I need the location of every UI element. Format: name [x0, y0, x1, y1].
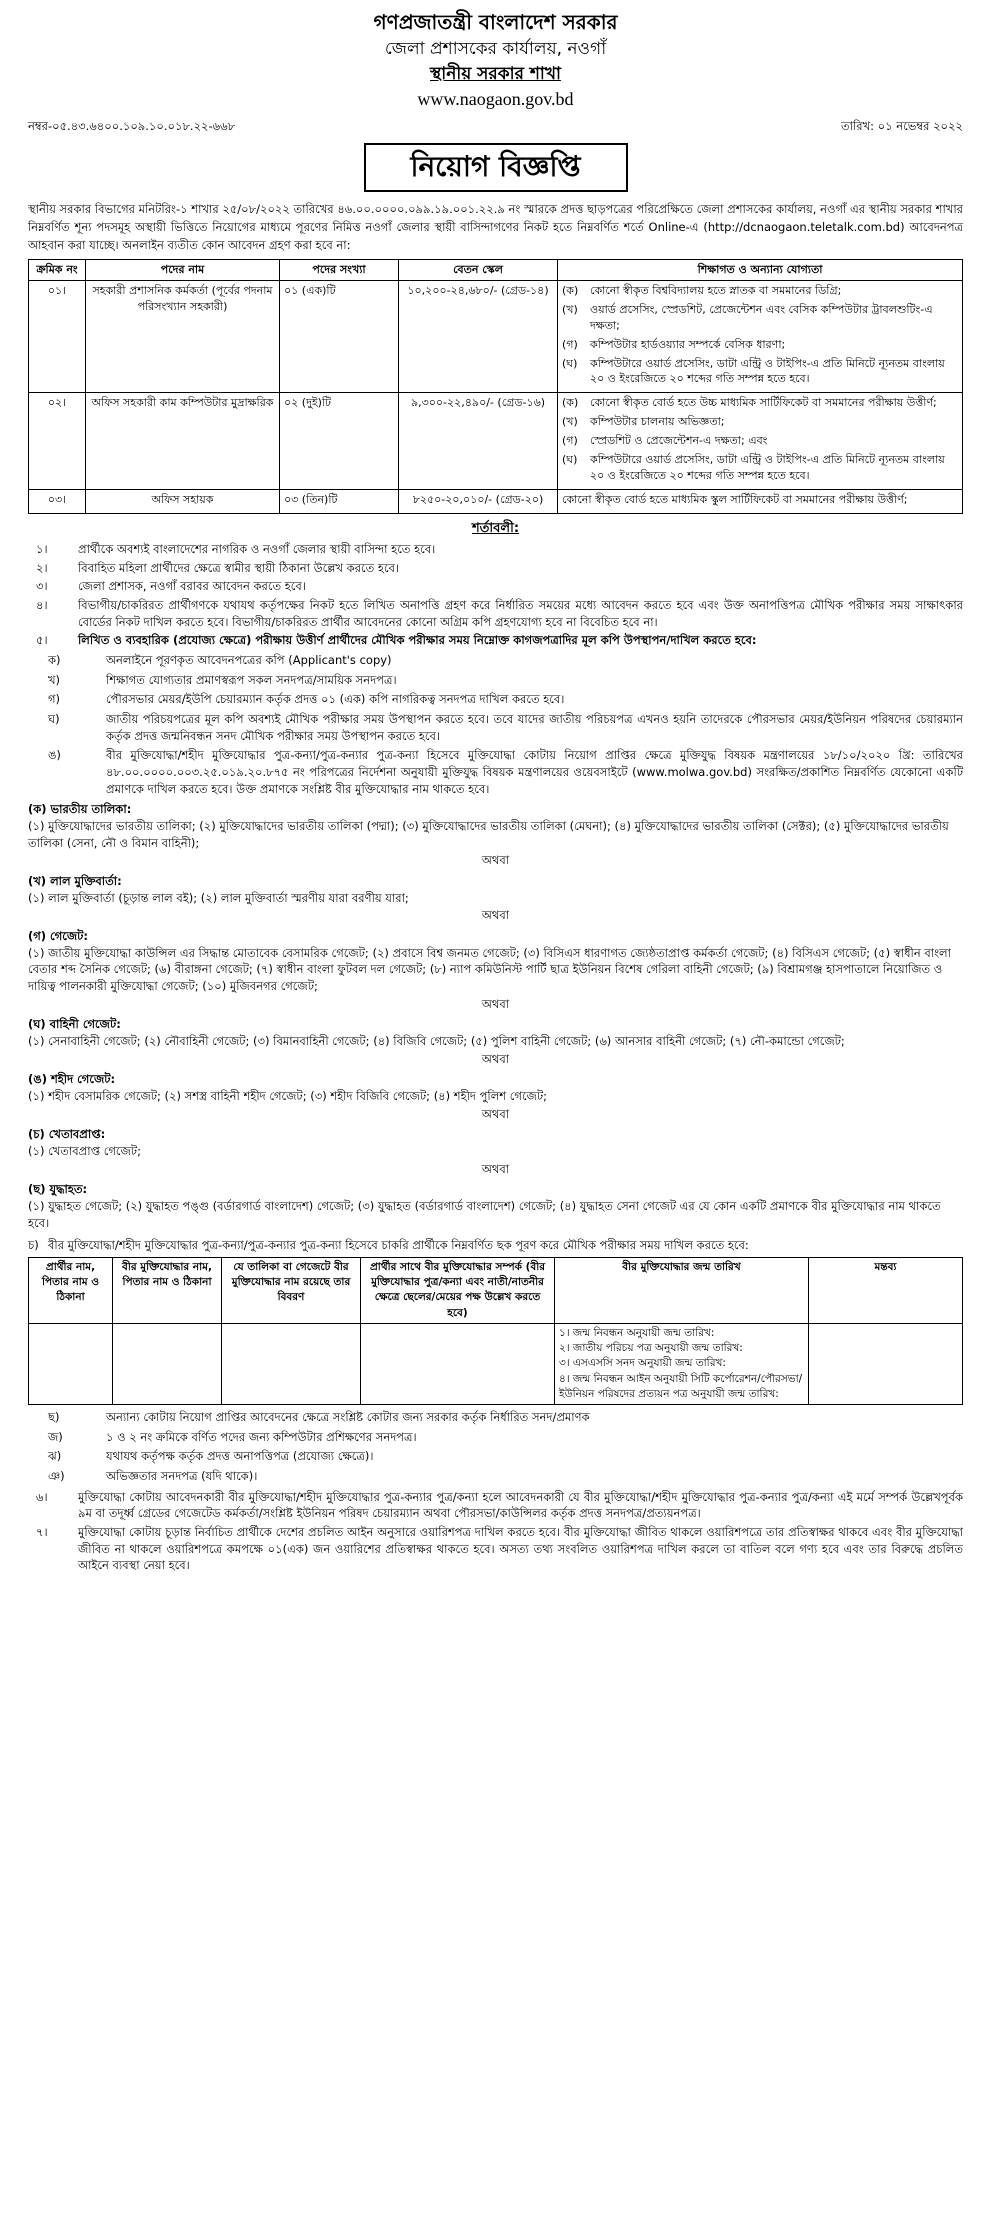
- decl-cell-blank[interactable]: [809, 1323, 963, 1404]
- document-item-text: জাতীয় পরিচয়পত্রের মূল কপি অবশ্যই মৌখিক পরীক্ষার সময় উপস্থাপন করতে হবে। তবে যাদের জাতীয় পরিচয়পত্র এখনও হয়নি তাদেরকে পৌরসভার মেয়র/ইউনিয়ন পরিষদের চেয়ারম্যান কর্তৃক প্রদত্ত জন্মনিবন্ধন সনদ মৌখিক পরীক্ষার সময় উপস্থাপন করতে হবে।: [106, 711, 963, 743]
- posts-table-header: [29, 259, 963, 280]
- proof-category: [28, 873, 963, 906]
- post-pay-scale: ১০,২০০-২৪,৬৮০/- (গ্রেড-১৪): [399, 280, 558, 393]
- post-serial: ০২।: [29, 393, 86, 490]
- condition-item-number: ১।: [36, 541, 48, 556]
- document-item-number: ছ): [48, 1410, 60, 1425]
- proof-category-text: (১) লাল মুক্তিবার্তা (চূড়ান্ত লাল বই); (২) লাল মুক্তিবার্তা স্মরণীয় যারা বরণীয় যারা;: [28, 890, 409, 905]
- conditions-list-2: [28, 1489, 963, 1574]
- col-qualification: শিক্ষাগত ও অন্যান্য যোগ্যতা: [558, 259, 963, 280]
- post-pay-scale: ৮২৫০-২০,০১০/- (গ্রেড-২০): [399, 490, 558, 514]
- col-post-name: পদের নাম: [86, 259, 280, 280]
- or-separator: অথবা: [481, 1161, 510, 1176]
- qualification-text: কম্পিউটার হার্ডওয়্যার সম্পর্কে বেসিক ধারণা;: [590, 337, 786, 351]
- document-item-number: ঘ): [48, 711, 60, 726]
- qualification-key: (খ): [562, 415, 578, 429]
- proof-category-text: (১) সেনাবাহিনী গেজেট; (২) নৌবাহিনী গেজেট; (৩) বিমানবাহিনী গেজেট; (৪) বিজিবি গেজেট; (৫) পুলিশ বাহিনী গেজেট; (৬) আনসার বাহিনী গেজেট; (৭) নৌ-কমান্ডো গেজেট;: [28, 1033, 845, 1048]
- post-pay-scale: ৯,৩০০-২২,৪৯০/- (গ্রেড-১৬): [399, 393, 558, 490]
- condition-item-text: লিখিত ও ব্যবহারিক (প্রযোজ্য ক্ষেত্রে) পরীক্ষায় উত্তীর্ণ প্রার্থীদের মৌখিক পরীক্ষার সময় নিম্নোক্ত কাগজপত্রাদির মূল কপি উপস্থাপন/দাখিল করতে হবে:: [78, 633, 757, 648]
- condition-item-number: ৫।: [36, 633, 48, 648]
- posts-table-row: [29, 490, 963, 514]
- decl-col-candidate: প্রার্থীর নাম, পিতার নাম ও ঠিকানা: [29, 1258, 113, 1324]
- intro-paragraph: স্থানীয় সরকার বিভাগের মনিটরিং-১ শাখার ২৫/০৮/২০২২ তারিখের ৪৬.০০.০০০০.০৯৯.১৯.০০১.২২.৯ নং স্মারকে প্রদত্ত ছাড়পত্রের পরিপ্রেক্ষিতে জেলা প্রশাসকের কার্যালয়, নওগাঁ এর স্থানীয় সরকার শাখার নিম্নবর্ণিত শূন্য পদসমূহ অস্থায়ী ভিত্তিতে নিয়োগের মাধ্যমে পূরণের নিমিত্ত নওগাঁ জেলার স্থায়ী বাসিন্দাগণের নিকট হতে নিম্নবর্ণিত শর্তে Online-এ (http://dcnaogaon.teletalk.com.bd) আবেদনপত্র আহবান করা যাচ্ছে। অনলাইন ব্যতীত কোন আবেদন গ্রহণ করা হবে না:: [28, 201, 963, 253]
- document-item: [28, 672, 963, 689]
- post-count: ০১ (এক)টি: [280, 280, 399, 393]
- decl-cell-blank[interactable]: [29, 1323, 113, 1404]
- document-item-number: ঝ): [48, 1449, 62, 1464]
- qualification-item: [562, 395, 958, 411]
- proof-category-heading: (খ) লাল মুক্তিবার্তা:: [28, 873, 122, 888]
- proof-category-text: (১) যুদ্ধাহত গেজেট; (২) যুদ্ধাহত পঙ্গু (বর্ডারগার্ড বাংলাদেশ) গেজেট; (৩) যুদ্ধাহত (বর্ডারগার্ড বাংলাদেশ) গেজেট; (৪) যুদ্ধাহত সেনা গেজেট এর যে কোন একটি প্রমাণকে বীর মুক্তিযোদ্ধার নাম থাকতে হবে।: [28, 1199, 941, 1230]
- qualification-text: কম্পিউটারে ওয়ার্ড প্রসেসিং, ডাটা এন্ট্রি ও টাইপিং-এ প্রতি মিনিটে ন্যূনতম বাংলায় ২০ ও ইংরেজিতে ২০ শব্দের গতি সম্পন্ন হতে হবে।: [590, 453, 945, 483]
- qualification-text: কোনো স্বীকৃত বিশ্ববিদ্যালয় হতে স্নাতক বা সমমানের ডিগ্রি;: [590, 283, 842, 297]
- decl-cell-blank[interactable]: [113, 1323, 222, 1404]
- condition-item-number: ৬।: [36, 1489, 48, 1504]
- condition-item: [28, 578, 963, 595]
- proof-category: [28, 1071, 963, 1104]
- branch-name: স্থানীয় সরকার শাখা: [430, 63, 561, 84]
- condition-item: [28, 541, 963, 558]
- proof-category: [28, 801, 963, 851]
- post-qualifications: [558, 393, 963, 490]
- memo-number: নম্বর-০৫.৪৩.৬৪০০.১০৯.১০.০১৮.২২-৬৬৮: [28, 119, 236, 134]
- notice-title: নিয়োগ বিজ্ঞপ্তি: [364, 143, 628, 192]
- document-item: [28, 1409, 963, 1426]
- post-name: অফিস সহায়ক: [86, 490, 280, 514]
- condition-item: [28, 1524, 963, 1574]
- proof-category-heading: (চ) খেতাবপ্রাপ্ত:: [28, 1127, 106, 1142]
- qualification-item: [562, 337, 958, 353]
- decl-col-birth-date: বীর মুক্তিযোদ্ধার জন্ম তারিখ: [555, 1258, 809, 1324]
- proof-category-heading: (গ) গেজেট:: [28, 928, 89, 943]
- qualification-text: কম্পিউটার চালনায় অভিজ্ঞতা;: [590, 415, 725, 429]
- document-item-text: পৌরসভার মেয়র/ইউপি চেয়ারম্যান কর্তৃক প্রদত্ত ০১ (এক) কপি নাগরিকত্ব সনদপত্র দাখিল করতে হবে।: [106, 692, 565, 707]
- or-separator: অথবা: [481, 1106, 510, 1121]
- or-separator: অথবা: [481, 853, 510, 868]
- document-item-text: ১ ও ২ নং ক্রমিকে বর্ণিত পদের জন্য কম্পিউটার প্রশিক্ষণের সনদপত্র।: [106, 1429, 417, 1444]
- or-separator: অথবা: [481, 1051, 510, 1066]
- document-item-number: ঞ): [48, 1469, 65, 1484]
- document-item: [28, 1448, 963, 1465]
- document-item: [28, 691, 963, 708]
- qualification-item: [562, 283, 958, 299]
- document-item-text: বীর মুক্তিযোদ্ধা/শহীদ মুক্তিযোদ্ধার পুত্র-কন্যা/পুত্র-কন্যার পুত্র-কন্যা হিসেবে মুক্তিযোদ্ধা কোটায় নিয়োগ প্রাপ্তির ক্ষেত্রে মুক্তিযুদ্ধ বিষয়ক মন্ত্রণালয়ের ১৮/১০/২০২০ খ্রি: তারিখের ৪৮.০০.০০০০.০০৩.২৫.০১৯.২০.৮৭৫ নং পরিপত্রের নির্দেশনা অনুযায়ী মুক্তিযুদ্ধ বিষয়ক মন্ত্রণালয়ের ওয়েবসাইটে (www.molwa.gov.bd) সংরক্ষিত/প্রকাশিত নিম্নবর্ণিত যেকোনো একটি প্রমাণকে দাখিল করতে হবে। উক্ত প্রমাণকে সংশ্লিষ্ট বীর মুক্তিযোদ্ধার নাম থাকতে হবে।: [106, 748, 963, 796]
- condition-item-text: বিভাগীয়/চাকরিরত প্রার্থীগণকে যথাযথ কর্তৃপক্ষের নিকট হতে লিখিত অনাপত্তি গ্রহণ করে নির্ধারিত সময়ের মধ্যে আবেদন করতে হবে এবং উক্ত অনাপত্তিপত্র মৌখিক পরীক্ষার সময় সাক্ষাৎকার বোর্ডের নিকট দাখিল করতে হবে। বিভাগীয়/চাকরিরত প্রার্থীর আবেদনের কোনো অগ্রিম কপি গ্রহণযোগ্য হবে না বিবেচিত হবে না।: [78, 597, 963, 629]
- col-pay-scale: বেতন স্কেল: [399, 259, 558, 280]
- document-item-number: ক): [48, 652, 61, 667]
- posts-table-row: [29, 280, 963, 393]
- qualification-key: (ঘ): [562, 453, 578, 467]
- qualification-item: [562, 302, 958, 334]
- condition-item-number: ৩।: [36, 579, 48, 594]
- condition-item-number: ৭।: [36, 1525, 48, 1540]
- decl-col-relation: প্রার্থীর সাথে বীর মুক্তিযোদ্ধার সম্পর্ক (বীর মুক্তিযোদ্ধার পুত্র/কন্যা এবং নাতী/নাতনীর ক্ষেত্রে ছেলের/মেয়ের পক্ষ উল্লেখ করতে হবে): [361, 1258, 555, 1324]
- office-name: জেলা প্রশাসকের কার্যালয়, নওগাঁ: [384, 39, 607, 59]
- post-serial: ০৩।: [29, 490, 86, 514]
- proof-category-text: (১) জাতীয় মুক্তিযোদ্ধা কাউন্সিল এর সিদ্ধান্ত মোতাবেক বেসামরিক গেজেট; (২) প্রবাসে বিশ্ব জনমত গেজেট; (৩) বিসিএস ধারণাগত জ্যেষ্ঠতাপ্রাপ্ত কর্মকর্তা গেজেট; (৪) বিসিএস গেজেট; (৫) স্বাধীন বাংলা বেতার শব্দ সৈনিক গেজেট; (৬) বীরাঙ্গনা গেজেট; (৭) স্বাধীন বাংলা ফুটবল দল গেজেট; (৮) ন্যাপ কমিউনিস্ট পার্টি ছাত্র ইউনিয়ন বিশেষ গেরিলা বাহিনী গেজেট; (৯) বিশ্রামগঞ্জ হাসপাতালে নিয়োজিত ও দায়িত্ব পালনকারী মুক্তিযোদ্ধা গেজেট; (১০) মুজিবনগর গেজেট;: [28, 945, 951, 993]
- or-separator: অথবা: [481, 996, 510, 1011]
- qualification-key: (গ): [562, 337, 578, 351]
- declaration-table-blank-row: [29, 1323, 963, 1404]
- qualification-item: [562, 356, 958, 388]
- birth-item: ২। জাতীয় পরিচয় পত্র অনুযায়ী জন্ম তারিখ:: [559, 1342, 743, 1355]
- memo-line: [28, 118, 963, 135]
- govt-name: গণপ্রজাতন্ত্রী বাংলাদেশ সরকার: [373, 10, 618, 34]
- proof-category-heading: (ক) ভারতীয় তালিকা:: [28, 802, 132, 817]
- conditions-heading: শর্তাবলী:: [471, 521, 520, 536]
- proof-category-text: (১) খেতাবপ্রাপ্ত গেজেট;: [28, 1144, 141, 1159]
- declaration-intro: [28, 1237, 963, 1254]
- col-post-count: পদের সংখ্যা: [280, 259, 399, 280]
- proof-category: [28, 1181, 963, 1231]
- documents-list-2: [28, 1409, 963, 1485]
- condition-item-number: ৪।: [36, 597, 48, 612]
- freedom-fighter-proof-list: [28, 801, 963, 1231]
- proof-category-text: (১) মুক্তিযোদ্ধাদের ভারতীয় তালিকা; (২) মুক্তিযোদ্ধাদের ভারতীয় তালিকা (পদ্মা); (৩) মুক্তিযোদ্ধাদের ভারতীয় তালিকা (মেঘনা); (৪) মুক্তিযোদ্ধাদের ভারতীয় তালিকা (সেক্টর); (৫) মুক্তিযোদ্ধাদের ভারতীয় তালিকা (সেনা, নৌ ও বিমান বাহিনী);: [28, 818, 949, 850]
- document-item: [28, 1468, 963, 1485]
- qualification-text: ওয়ার্ড প্রসেসিং, স্প্রেডশিট, প্রেজেন্টেশন এবং বেসিক কম্পিউটার ট্রাবলশুটিং-এ দক্ষতা;: [590, 302, 933, 332]
- proof-category: [28, 1126, 963, 1159]
- condition-item-text: প্রার্থীকে অবশ্যই বাংলাদেশের নাগরিক ও নওগাঁ জেলার স্থায়ী বাসিন্দা হতে হবে।: [78, 541, 436, 556]
- condition-item-text: মুক্তিযোদ্ধা কোটায় আবেদনকারী বীর মুক্তিযোদ্ধা/শহীদ মুক্তিযোদ্ধার পুত্র-কন্যার পুত্র/কন্যা হলে আবেদনকারী যে বীর মুক্তিযোদ্ধা/শহীদ মুক্তিযোদ্ধার পুত্র-কন্যার পুত্র/কন্যা এই মর্মে সম্পর্ক উল্লেখপূর্বক ৯ম বা তদূর্ধ্ব গ্রেডের গেজেটেড কর্মকর্তা/সংশ্লিষ্ট ইউনিয়ন পরিষদ চেয়ারম্যান অথবা পৌরসভা/কাউন্সিলর কর্তৃক প্রদত্ত সনদপত্র/প্রত্যয়নপত্র।: [78, 1489, 963, 1521]
- decl-cell-blank[interactable]: [361, 1323, 555, 1404]
- post-serial: ০১।: [29, 280, 86, 393]
- or-separator: অথবা: [481, 908, 510, 923]
- qualification-text: কোনো স্বীকৃত বোর্ড হতে মাধ্যমিক স্কুল সার্টিফিকেট বা সমমানের পরীক্ষায় উত্তীর্ণ;: [562, 493, 908, 507]
- declaration-table: [28, 1257, 963, 1405]
- decl-col-gazette: যে তালিকা বা গেজেটে বীর মুক্তিযোদ্ধার নাম রয়েছে তার বিবরণ: [222, 1258, 361, 1324]
- decl-col-remarks: মন্তব্য: [809, 1258, 963, 1324]
- proof-category: [28, 928, 963, 995]
- decl-cell-blank[interactable]: [222, 1323, 361, 1404]
- document-item: [28, 652, 963, 669]
- document-item-text: অভিজ্ঞতার সনদপত্র (যদি থাকে)।: [106, 1469, 258, 1484]
- birth-item: ৪। জন্ম নিবন্ধন আইন অনুযায়ী সিটি কর্পোরেশন/পৌরসভা/ইউনিয়ন পরিষদের প্রত্যয়ন পত্র অনুযায়ী জন্ম তারিখ:: [559, 1372, 803, 1400]
- condition-item-number: ২।: [36, 560, 48, 575]
- post-name: অফিস সহকারী কাম কম্পিউটার মুদ্রাক্ষরিক: [86, 393, 280, 490]
- posts-table-row: [29, 393, 963, 490]
- proof-category: [28, 1016, 963, 1049]
- qualification-item: [562, 452, 958, 484]
- decl-cell-birth-items[interactable]: [555, 1323, 809, 1404]
- document-item-text: অন্যান্য কোটায় নিয়োগ প্রাপ্তির আবেদনের ক্ষেত্রে সংশ্লিষ্ট কোটার জন্য সরকার কর্তৃক নির্ধারিত সনদ/প্রমাণক: [106, 1410, 590, 1425]
- post-count: ০২ (দুই)টি: [280, 393, 399, 490]
- proof-category-heading: (ঘ) বাহিনী গেজেট:: [28, 1017, 121, 1032]
- post-qualifications: [558, 280, 963, 393]
- qualification-key: (ক): [562, 283, 579, 297]
- qualification-key: (ক): [562, 396, 579, 410]
- document-item-text: অনলাইনে পূরণকৃত আবেদনপত্রের কপি (Applicant's copy): [106, 652, 392, 667]
- condition-item: [28, 560, 963, 577]
- condition-item-text: বিবাহিত মহিলা প্রার্থীদের ক্ষেত্রে স্বামীর স্থায়ী ঠিকানা উল্লেখ করতে হবে।: [78, 560, 400, 575]
- document-item: [28, 711, 963, 744]
- letterhead: [28, 8, 963, 112]
- document-item-text: শিক্ষাগত যোগ্যতার প্রমাণস্বরূপ সকল সনদপত্র/সাময়িক সনদপত্র।: [106, 672, 397, 687]
- declaration-intro-number: চ): [28, 1238, 39, 1253]
- document-item-text: যথাযথ কর্তৃপক্ষ কর্তৃক প্রদত্ত অনাপত্তিপত্র (প্রযোজ্য ক্ষেত্রে)।: [106, 1449, 374, 1464]
- condition-item-text: জেলা প্রশাসক, নওগাঁ বরাবর আবেদন করতে হবে।: [78, 579, 306, 594]
- qualification-key: (খ): [562, 302, 578, 316]
- declaration-table-header: [29, 1258, 963, 1324]
- document-item-number: গ): [48, 692, 61, 707]
- qualification-key: (ঘ): [562, 356, 578, 370]
- condition-item: [28, 1489, 963, 1522]
- qualification-text: স্প্রেডশিট ও প্রেজেন্টেশন-এ দক্ষতা; এবং: [590, 434, 768, 448]
- qualification-key: (গ): [562, 434, 578, 448]
- document-item: [28, 1429, 963, 1446]
- post-qualifications: [558, 490, 963, 514]
- qualification-item: [562, 492, 958, 508]
- proof-category-heading: (ঙ) শহীদ গেজেট:: [28, 1072, 116, 1087]
- condition-item-text: মুক্তিযোদ্ধা কোটায় চূড়ান্ত নির্বাচিত প্রার্থীকে দেশের প্রচলিত আইন অনুসারে ওয়ারিশপত্র দাখিল করতে হবে। বীর মুক্তিযোদ্ধা জীবিত থাকলে ওয়ারিশপত্রে তার প্রতিস্বাক্ষর থাকবে এবং বীর মুক্তিযোদ্ধা জীবিত না থাকলে ওয়ারিশপত্রে কমপক্ষে ০১(এক) জন ওয়ারিশের প্রতিস্বাক্ষর থাকতে হবে। অসত্য তথ্য সংবলিত ওয়ারিশপত্র দাখিল করলে তা বাতিল বলে গণ্য হবে এবং তার বিরুদ্ধে প্রচলিত আইনে ব্যবস্থা নেয়া হবে।: [78, 1525, 963, 1573]
- condition-item: [28, 597, 963, 630]
- documents-list: [28, 652, 963, 797]
- post-count: ০৩ (তিন)টি: [280, 490, 399, 514]
- birth-item: ৩। এসএসসি সনদ অনুযায়ী জন্ম তারিখ:: [559, 1357, 726, 1370]
- qualification-item: [562, 433, 958, 449]
- post-name: সহকারী প্রশাসনিক কর্মকর্তা (পূর্বের পদনাম পরিসংখ্যান সহকারী): [86, 280, 280, 393]
- website-link[interactable]: www.naogaon.gov.bd: [417, 89, 574, 110]
- qualification-item: [562, 414, 958, 430]
- proof-category-heading: (ছ) যুদ্ধাহত:: [28, 1182, 88, 1197]
- birth-item: ১। জন্ম নিবন্ধন অনুযায়ী জন্ম তারিখ:: [559, 1326, 715, 1339]
- memo-date: তারিখ: ০১ নভেম্বর ২০২২: [841, 119, 963, 134]
- proof-category-text: (১) শহীদ বেসামরিক গেজেট; (২) সশস্ত্র বাহিনী শহীদ গেজেট; (৩) শহীদ বিজিবি গেজেট; (৪) শহীদ পুলিশ গেজেট;: [28, 1089, 547, 1103]
- qualification-text: কোনো স্বীকৃত বোর্ড হতে উচ্চ মাধ্যমিক সার্টিফিকেট বা সমমানের পরীক্ষায় উত্তীর্ণ;: [590, 396, 937, 410]
- conditions-list: [28, 541, 963, 649]
- declaration-intro-text: বীর মুক্তিযোদ্ধা/শহীদ মুক্তিযোদ্ধার পুত্র-কন্যা/পুত্র-কন্যার পুত্র-কন্যা হিসেবে চাকরি প্রার্থীকে নিম্নবর্ণিত ছক পূরণ করে মৌখিক পরীক্ষার সময় দাখিল করতে হবে:: [48, 1238, 749, 1253]
- qualification-text: কম্পিউটারে ওয়ার্ড প্রসেসিং, ডাটা এন্ট্রি ও টাইপিং-এ প্রতি মিনিটে ন্যূনতম বাংলায় ২০ ও ইংরেজিতে ২০ শব্দের গতি সম্পন্ন হতে হবে।: [590, 356, 945, 386]
- col-serial: ক্রমিক নং: [29, 259, 86, 280]
- document-item-number: খ): [48, 672, 61, 687]
- document-item-number: জ): [48, 1429, 63, 1444]
- posts-table: [28, 259, 963, 514]
- decl-col-freedom-fighter: বীর মুক্তিযোদ্ধার নাম, পিতার নাম ও ঠিকানা: [113, 1258, 222, 1324]
- document-item-number: ঙ): [48, 748, 61, 763]
- document-item: [28, 747, 963, 797]
- condition-item: [28, 632, 963, 649]
